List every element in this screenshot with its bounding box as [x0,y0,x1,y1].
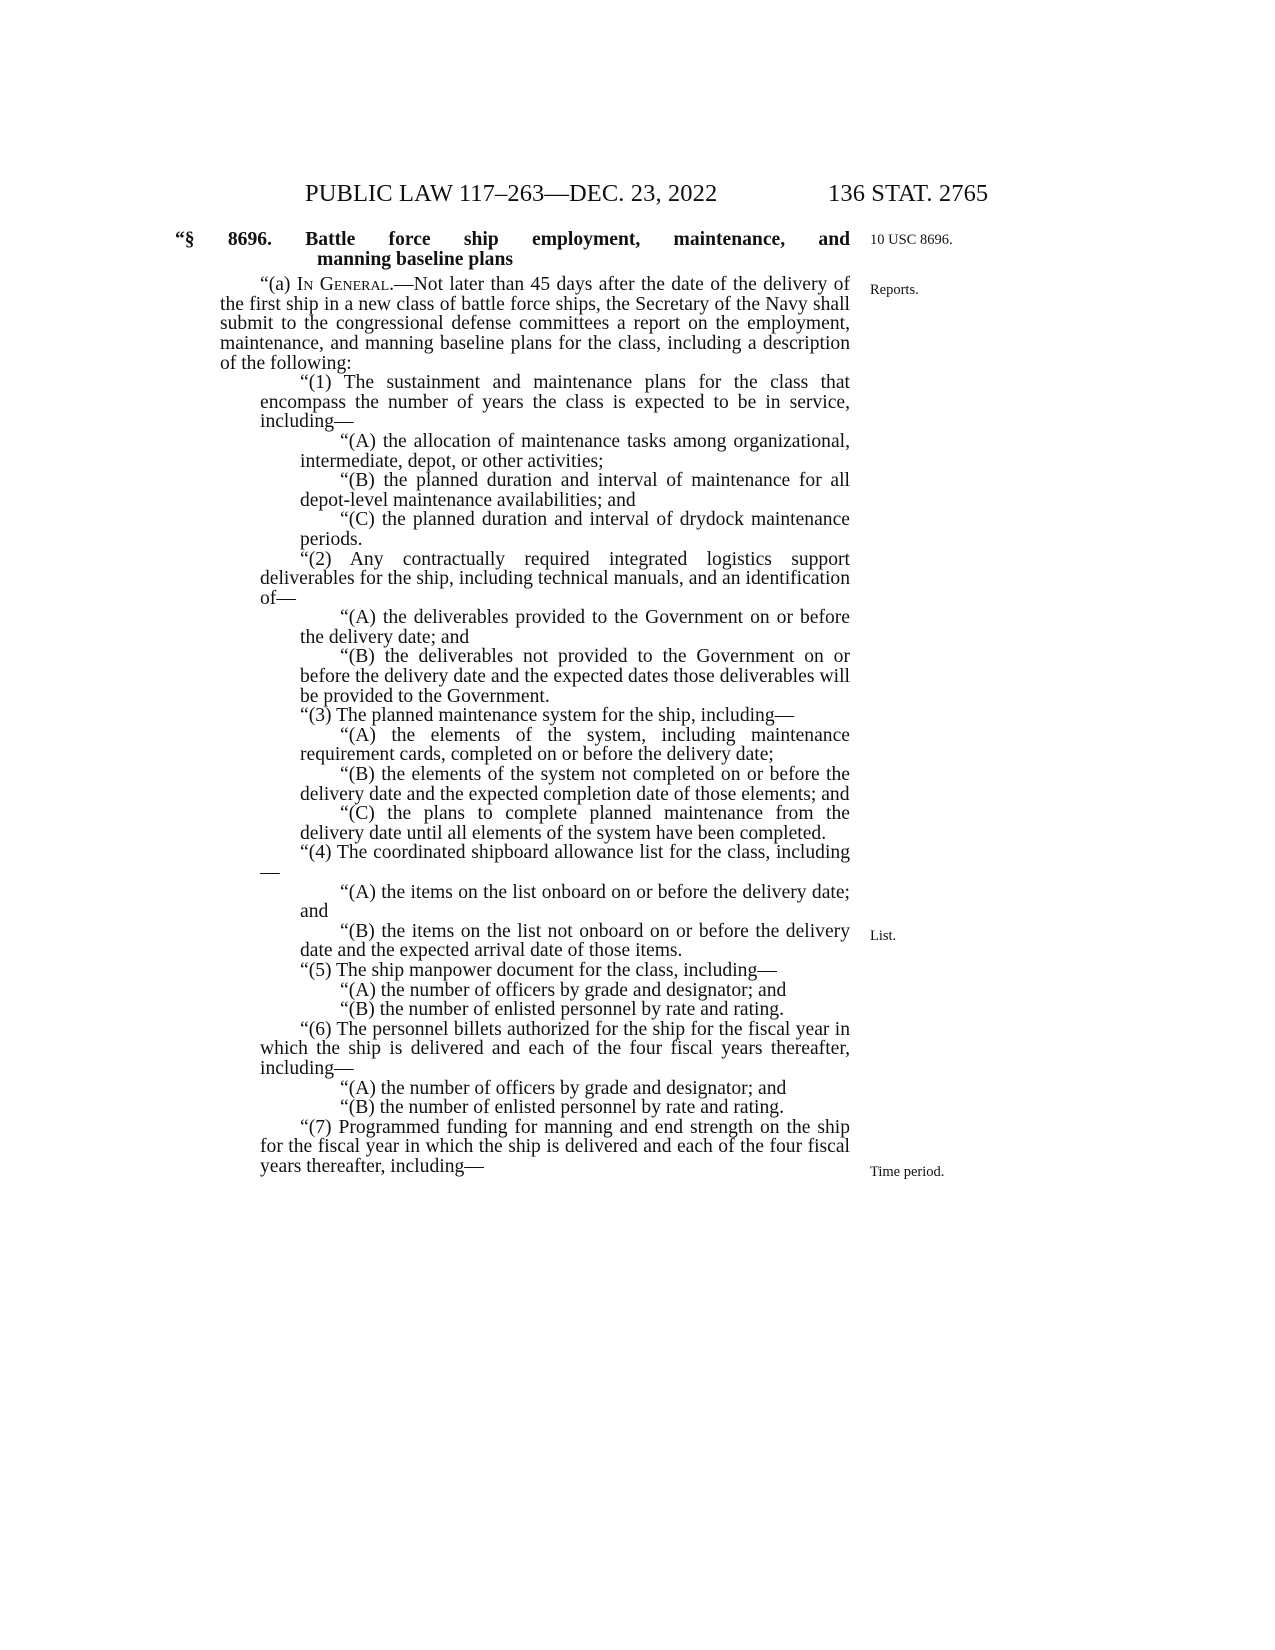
subsection-a-prefix: “(a) [260,274,297,296]
paragraph-6-a: “(A) the number of officers by grade and designator; and [340,1077,787,1099]
section-heading-line2: manning baseline plans [317,248,514,270]
paragraph-1-a: “(A) the allocation of maintenance tasks among organizational, intermediate, depot, or other activities; [300,430,850,472]
paragraph-3-b: “(B) the elements of the system not completed on or before the delivery date and the expected completion date of those elements; and [300,764,850,805]
subsection-a [220,275,850,373]
paragraph-1-c: “(C) the planned duration and interval of drydock maintenance periods. [300,509,850,550]
paragraph-5-b: “(B) the number of enlisted personnel by rate and rating. [340,999,784,1021]
paragraph-4: “(4) The coordinated shipboard allowance list for the class, including— [260,842,850,883]
paragraph-6: “(6) The personnel billets authorized for the ship for the fiscal year in which the ship is delivered and each of the four fiscal years thereafter, including— [260,1018,850,1079]
paragraph-1-b: “(B) the planned duration and interval of maintenance for all depot-level maintenance availabilities; and [300,470,850,511]
section-heading [175,229,850,270]
paragraph-1: “(1) The sustainment and maintenance plans for the class that encompass the number of years the class is expected to be in service, including— [260,372,850,433]
paragraph-4-a: “(A) the items on the list onboard on or before the delivery date; and [300,881,850,923]
paragraph-3: “(3) The planned maintenance system for the ship, including— [300,705,795,727]
paragraph-3-c: “(C) the plans to complete planned maintenance from the delivery date until all elements of the system have been completed. [300,803,850,844]
paragraph-4-b: “(B) the items on the list not onboard on or before the delivery date and the expected arrival date of those items. [300,920,850,962]
paragraph-5: “(5) The ship manpower document for the class, including— [300,959,777,981]
paragraph-6-b: “(B) the number of enlisted personnel by rate and rating. [340,1097,784,1119]
margin-note-reports: Reports. [870,282,919,298]
paragraph-5-a: “(A) the number of officers by grade and designator; and [340,979,787,1001]
margin-note-usc: 10 USC 8696. [870,232,953,248]
paragraph-2-b: “(B) the deliverables not provided to the Government on or before the delivery date and the expected dates those deliverables will be provided to the Government. [300,646,850,707]
paragraph-7: “(7) Programmed funding for manning and end strength on the ship for the fiscal year in which the ship is delivered and each of the four fiscal years thereafter, including— [260,1116,850,1177]
document-body [175,229,850,1177]
paragraph-2: “(2) Any contractually required integrated logistics support deliverables for the ship, including technical manuals, and an identification of— [260,548,850,609]
running-header-page-number: 136 STAT. 2765 [828,180,989,207]
paragraph-2-a: “(A) the deliverables provided to the Government on or before the delivery date; and [300,607,850,648]
paragraph-3-a: “(A) the elements of the system, including maintenance requirement cards, completed on or before the delivery date; [300,724,850,766]
margin-note-time-period: Time period. [870,1164,945,1180]
subsection-a-text: .—Not later than 45 days after the date of the delivery of the first ship in a new class of battle force ships, the Secretary of the Navy shall submit to the congressional defense committees a report on the employment, maintenance, and manning baseline plans for the class, including a description of the following: [220,274,850,374]
section-heading-line1: “§ 8696. Battle force ship employment, maintenance, and [175,229,850,250]
margin-note-list: List. [870,928,897,944]
running-header-title: PUBLIC LAW 117–263—DEC. 23, 2022 [305,180,718,207]
subsection-a-heading: In General [296,274,390,296]
